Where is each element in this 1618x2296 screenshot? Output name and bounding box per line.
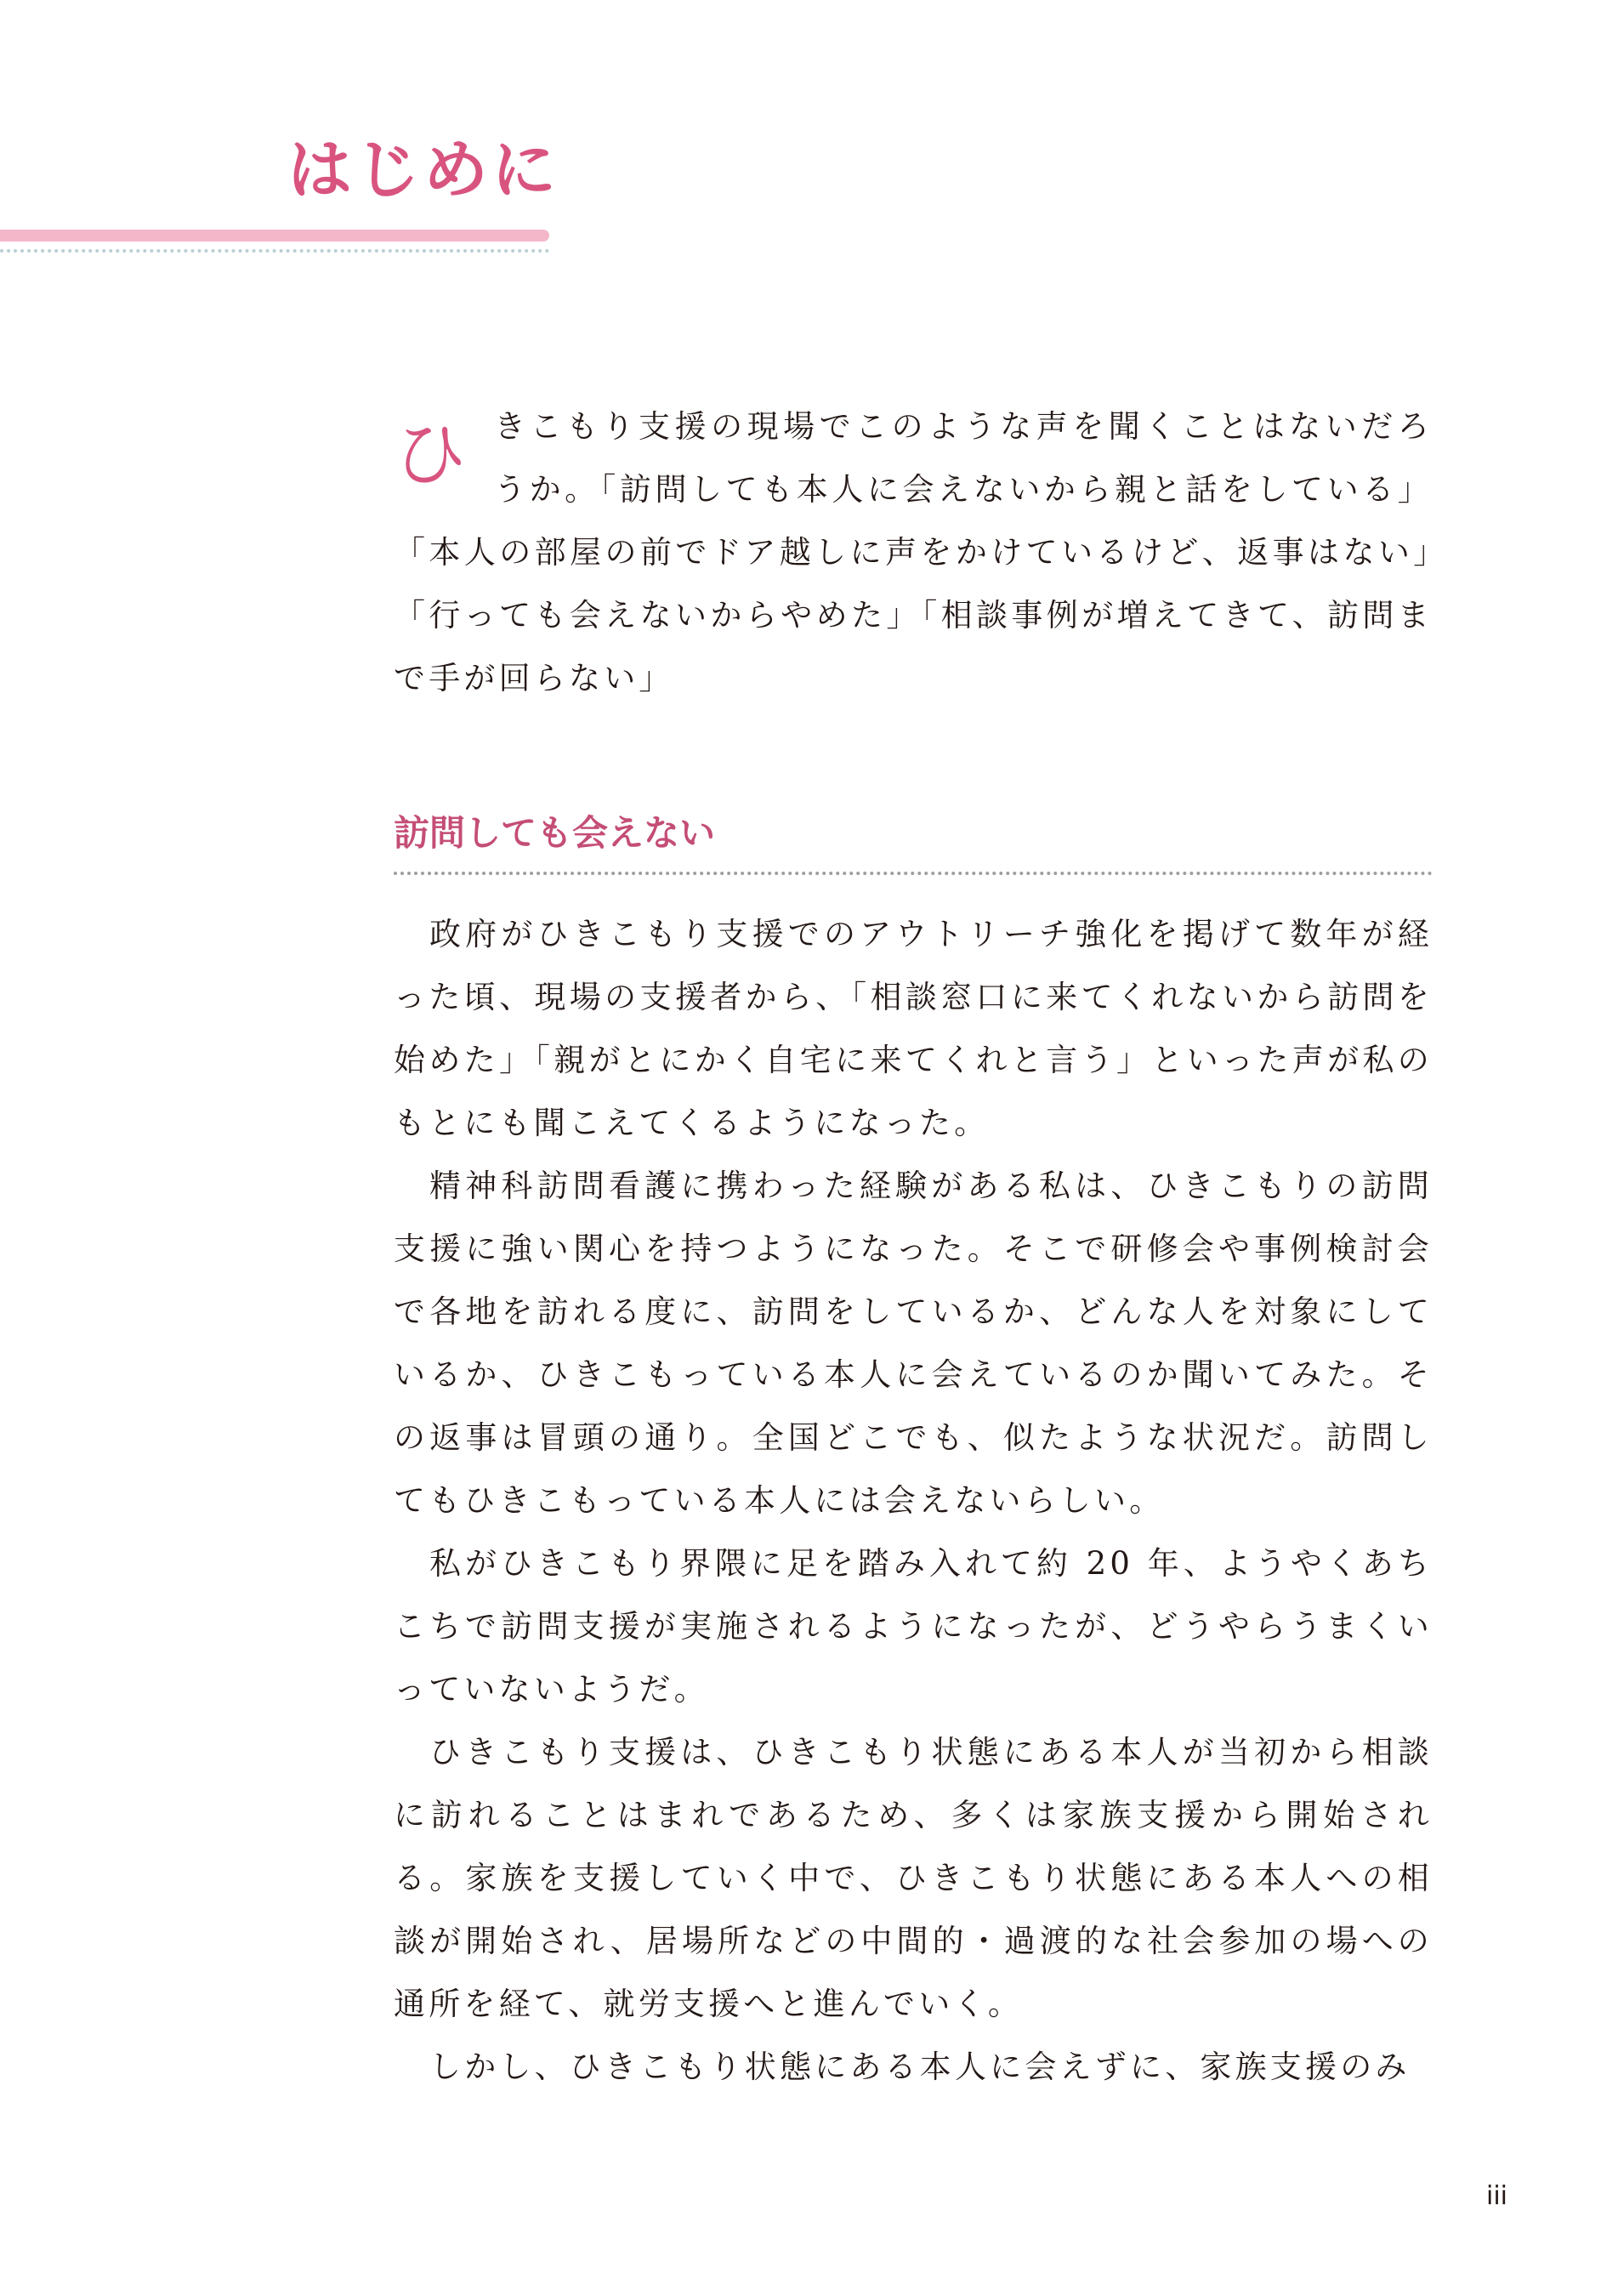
drop-cap: ひ: [394, 412, 467, 497]
body-paragraph: ひきこもり支援は、ひきこもり状態にある本人が当初から相談に訪れることはまれであるため、多くは家族支援から開始される。家族を支援していく中で、ひきこもり状態にある本人への相談が開始され、居場所などの中間的・過渡的な社会参加の場への通所を経て、就労支援へと進んでいく。: [394, 1734, 1433, 2022]
body-paragraph: 精神科訪問看護に携わった経験がある私は、ひきこもりの訪問支援に強い関心を持つようになった。そこで研修会や事例検討会で各地を訪れる度に、訪問をしているか、どんな人を対象にしているか、ひきこもっている本人に会えているのか聞いてみた。その返事は冒頭の通り。全国どこでも、似たような状況だ。訪問してもひきこもっている本人には会えないらしい。: [394, 1168, 1433, 1519]
intro-block: [394, 395, 1433, 710]
section-dotted-rule: [394, 872, 1433, 875]
page-number: iii: [1485, 2181, 1507, 2211]
body-paragraph: 私がひきこもり界隈に足を踏み入れて約 20 年、ようやくあちこちで訪問支援が実施されるようになったが、どうやらうまくいっていないようだ。: [394, 1545, 1433, 1708]
intro-paragraph: きこもり支援の現場でこのような声を聞くことはないだろうか。「訪問しても本人に会えないから親と話をしている」「本人の部屋の前でドア越しに声をかけているけど、返事はない」「行っても会えないからやめた」「相談事例が増えてきて、訪問まで手が回らない」: [394, 408, 1433, 696]
section-heading: 訪問しても会えない: [394, 812, 716, 854]
chapter-title: はじめに: [287, 132, 559, 207]
body-paragraph: 政府がひきこもり支援でのアウトリーチ強化を掲げて数年が経った頃、現場の支援者から、「相談窓口に来てくれないから訪問を始めた」「親がとにかく自宅に来てくれと言う」といった声が私のもとにも聞こえてくるようになった。: [394, 916, 1433, 1141]
title-underline-bar: [0, 230, 549, 242]
body-paragraph: しかし、ひきこもり状態にある本人に会えずに、家族支援のみ: [429, 2049, 1411, 2085]
section-body: [394, 903, 1433, 2099]
title-dotted-rule: [0, 249, 549, 253]
